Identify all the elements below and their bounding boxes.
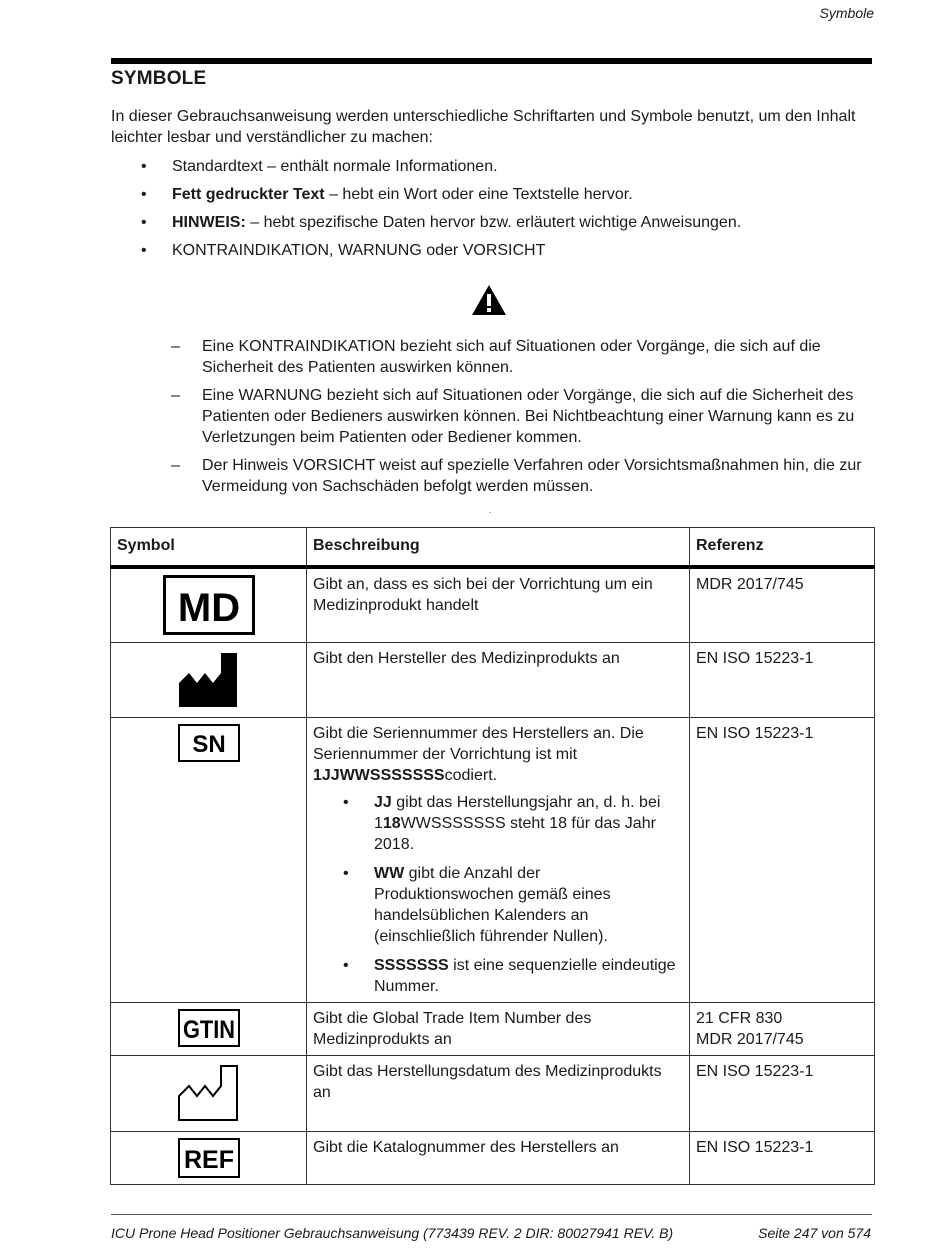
bullet-standard-text: • Standardtext – enthält normale Informationen.	[111, 156, 871, 184]
description-cell: Gibt an, dass es sich bei der Vorrichtung um ein Medizinprodukt handelt	[307, 567, 690, 642]
serial-format-list	[313, 792, 683, 997]
symbol-cell	[111, 642, 307, 717]
date-of-manufacture-icon	[177, 1062, 241, 1122]
table-row	[111, 717, 875, 1002]
table-row	[111, 1055, 875, 1131]
style-bullet-list	[111, 156, 871, 268]
table-header-row	[111, 528, 875, 568]
stray-dot: .	[489, 506, 492, 515]
header-symbol: Symbol	[111, 528, 307, 568]
definition-contraindication: – Eine KONTRAINDIKATION bezieht sich auf Situationen oder Vorgänge, die sich auf die Sicherheit des Patienten auswirken können.	[171, 336, 871, 378]
manufacturer-factory-icon	[177, 649, 241, 709]
warning-triangle-icon	[471, 284, 507, 316]
table-row	[111, 642, 875, 717]
list-item: • SSSSSSS ist eine sequenzielle eindeutige Nummer.	[313, 955, 683, 997]
symbol-cell	[111, 1131, 307, 1184]
bullet-note: • HINWEIS: – hebt spezifische Daten hervor bzw. erläutert wichtige Anweisungen.	[111, 212, 871, 240]
description-cell: Gibt die Seriennummer des Herstellers an. Die Seriennummer der Vorrichtung ist mit 1JJWWSSSSSSScodiert. • JJ gibt das Herstellungsjahr an, d. h. bei 118WWSSSSSSS steht 18 für das Jahr 2018. • WW gibt die Anzahl der Produktionswochen gemäß eines handelsüblichen Kalenders an (einschließlich führender Nullen). • SSSSSSS ist eine sequenzielle eindeutige Nummer.	[307, 717, 690, 1002]
footer-page-number: Seite 247 von 574	[758, 1225, 871, 1241]
symbol-cell	[111, 1002, 307, 1055]
reference-cell: EN ISO 15223-1	[690, 1131, 875, 1184]
description-cell: Gibt das Herstellungsdatum des Medizinprodukts an	[307, 1055, 690, 1131]
svg-text:MD: MD	[177, 586, 240, 630]
symbol-cell	[111, 717, 307, 1002]
header-reference: Referenz	[690, 528, 875, 568]
header-description: Beschreibung	[307, 528, 690, 568]
svg-text:GTIN: GTIN	[182, 1015, 235, 1044]
list-item: • JJ gibt das Herstellungsjahr an, d. h. bei 118WWSSSSSSS steht 18 für das Jahr 2018.	[313, 792, 683, 855]
serial-number-sn-icon	[178, 724, 240, 762]
description-cell: Gibt die Katalognummer des Herstellers an	[307, 1131, 690, 1184]
gtin-icon	[178, 1009, 240, 1047]
table-row	[111, 1002, 875, 1055]
reference-cell: EN ISO 15223-1	[690, 1055, 875, 1131]
definition-caution: – Der Hinweis VORSICHT weist auf spezielle Verfahren oder Vorsichtsmaßnahmen hin, die zur Vermeidung von Sachschäden befolgt werden müssen.	[171, 455, 871, 497]
svg-text:REF: REF	[183, 1145, 234, 1174]
reference-cell: EN ISO 15223-1	[690, 717, 875, 1002]
symbols-table	[110, 527, 875, 1185]
bullet-warnings: • KONTRAINDIKATION, WARNUNG oder VORSICHT	[111, 240, 871, 268]
running-head: Symbole	[819, 5, 874, 21]
description-cell: Gibt die Global Trade Item Number des Medizinprodukts an	[307, 1002, 690, 1055]
table-row	[111, 1131, 875, 1184]
footer-rule	[111, 1214, 872, 1215]
description-cell: Gibt den Hersteller des Medizinprodukts an	[307, 642, 690, 717]
svg-text:SN: SN	[191, 730, 226, 758]
footer-document-title: ICU Prone Head Positioner Gebrauchsanweisung (773439 REV. 2 DIR: 80027941 REV. B)	[111, 1225, 674, 1241]
reference-cell: 21 CFR 830 MDR 2017/745	[690, 1002, 875, 1055]
list-item: • WW gibt die Anzahl der Produktionswochen gemäß eines handelsüblichen Kalenders an (einschließlich führender Nullen).	[313, 863, 683, 947]
catalogue-number-ref-icon	[178, 1138, 240, 1178]
reference-cell: MDR 2017/745	[690, 567, 875, 642]
section-title: SYMBOLE	[111, 68, 207, 89]
intro-paragraph: In dieser Gebrauchsanweisung werden unterschiedliche Schriftarten und Symbole benutzt, um den Inhalt leichter lesbar und verständlicher zu machen:	[111, 108, 856, 146]
bullet-bold-text: • Fett gedruckter Text – hebt ein Wort oder eine Textstelle hervor.	[111, 184, 871, 212]
table-row	[111, 567, 875, 642]
medical-device-md-icon	[163, 575, 255, 635]
definition-warning: – Eine WARNUNG bezieht sich auf Situationen oder Vorgänge, die sich auf die Sicherheit des Patienten oder Bedieners auswirken können. Bei Nichtbeachtung einer Warnung kann es zu Verletzungen beim Patienten oder Bediener kommen.	[171, 385, 871, 448]
top-rule	[111, 58, 872, 64]
symbol-cell	[111, 1055, 307, 1131]
reference-cell: EN ISO 15223-1	[690, 642, 875, 717]
warning-definitions-list	[171, 336, 871, 504]
symbol-cell	[111, 567, 307, 642]
